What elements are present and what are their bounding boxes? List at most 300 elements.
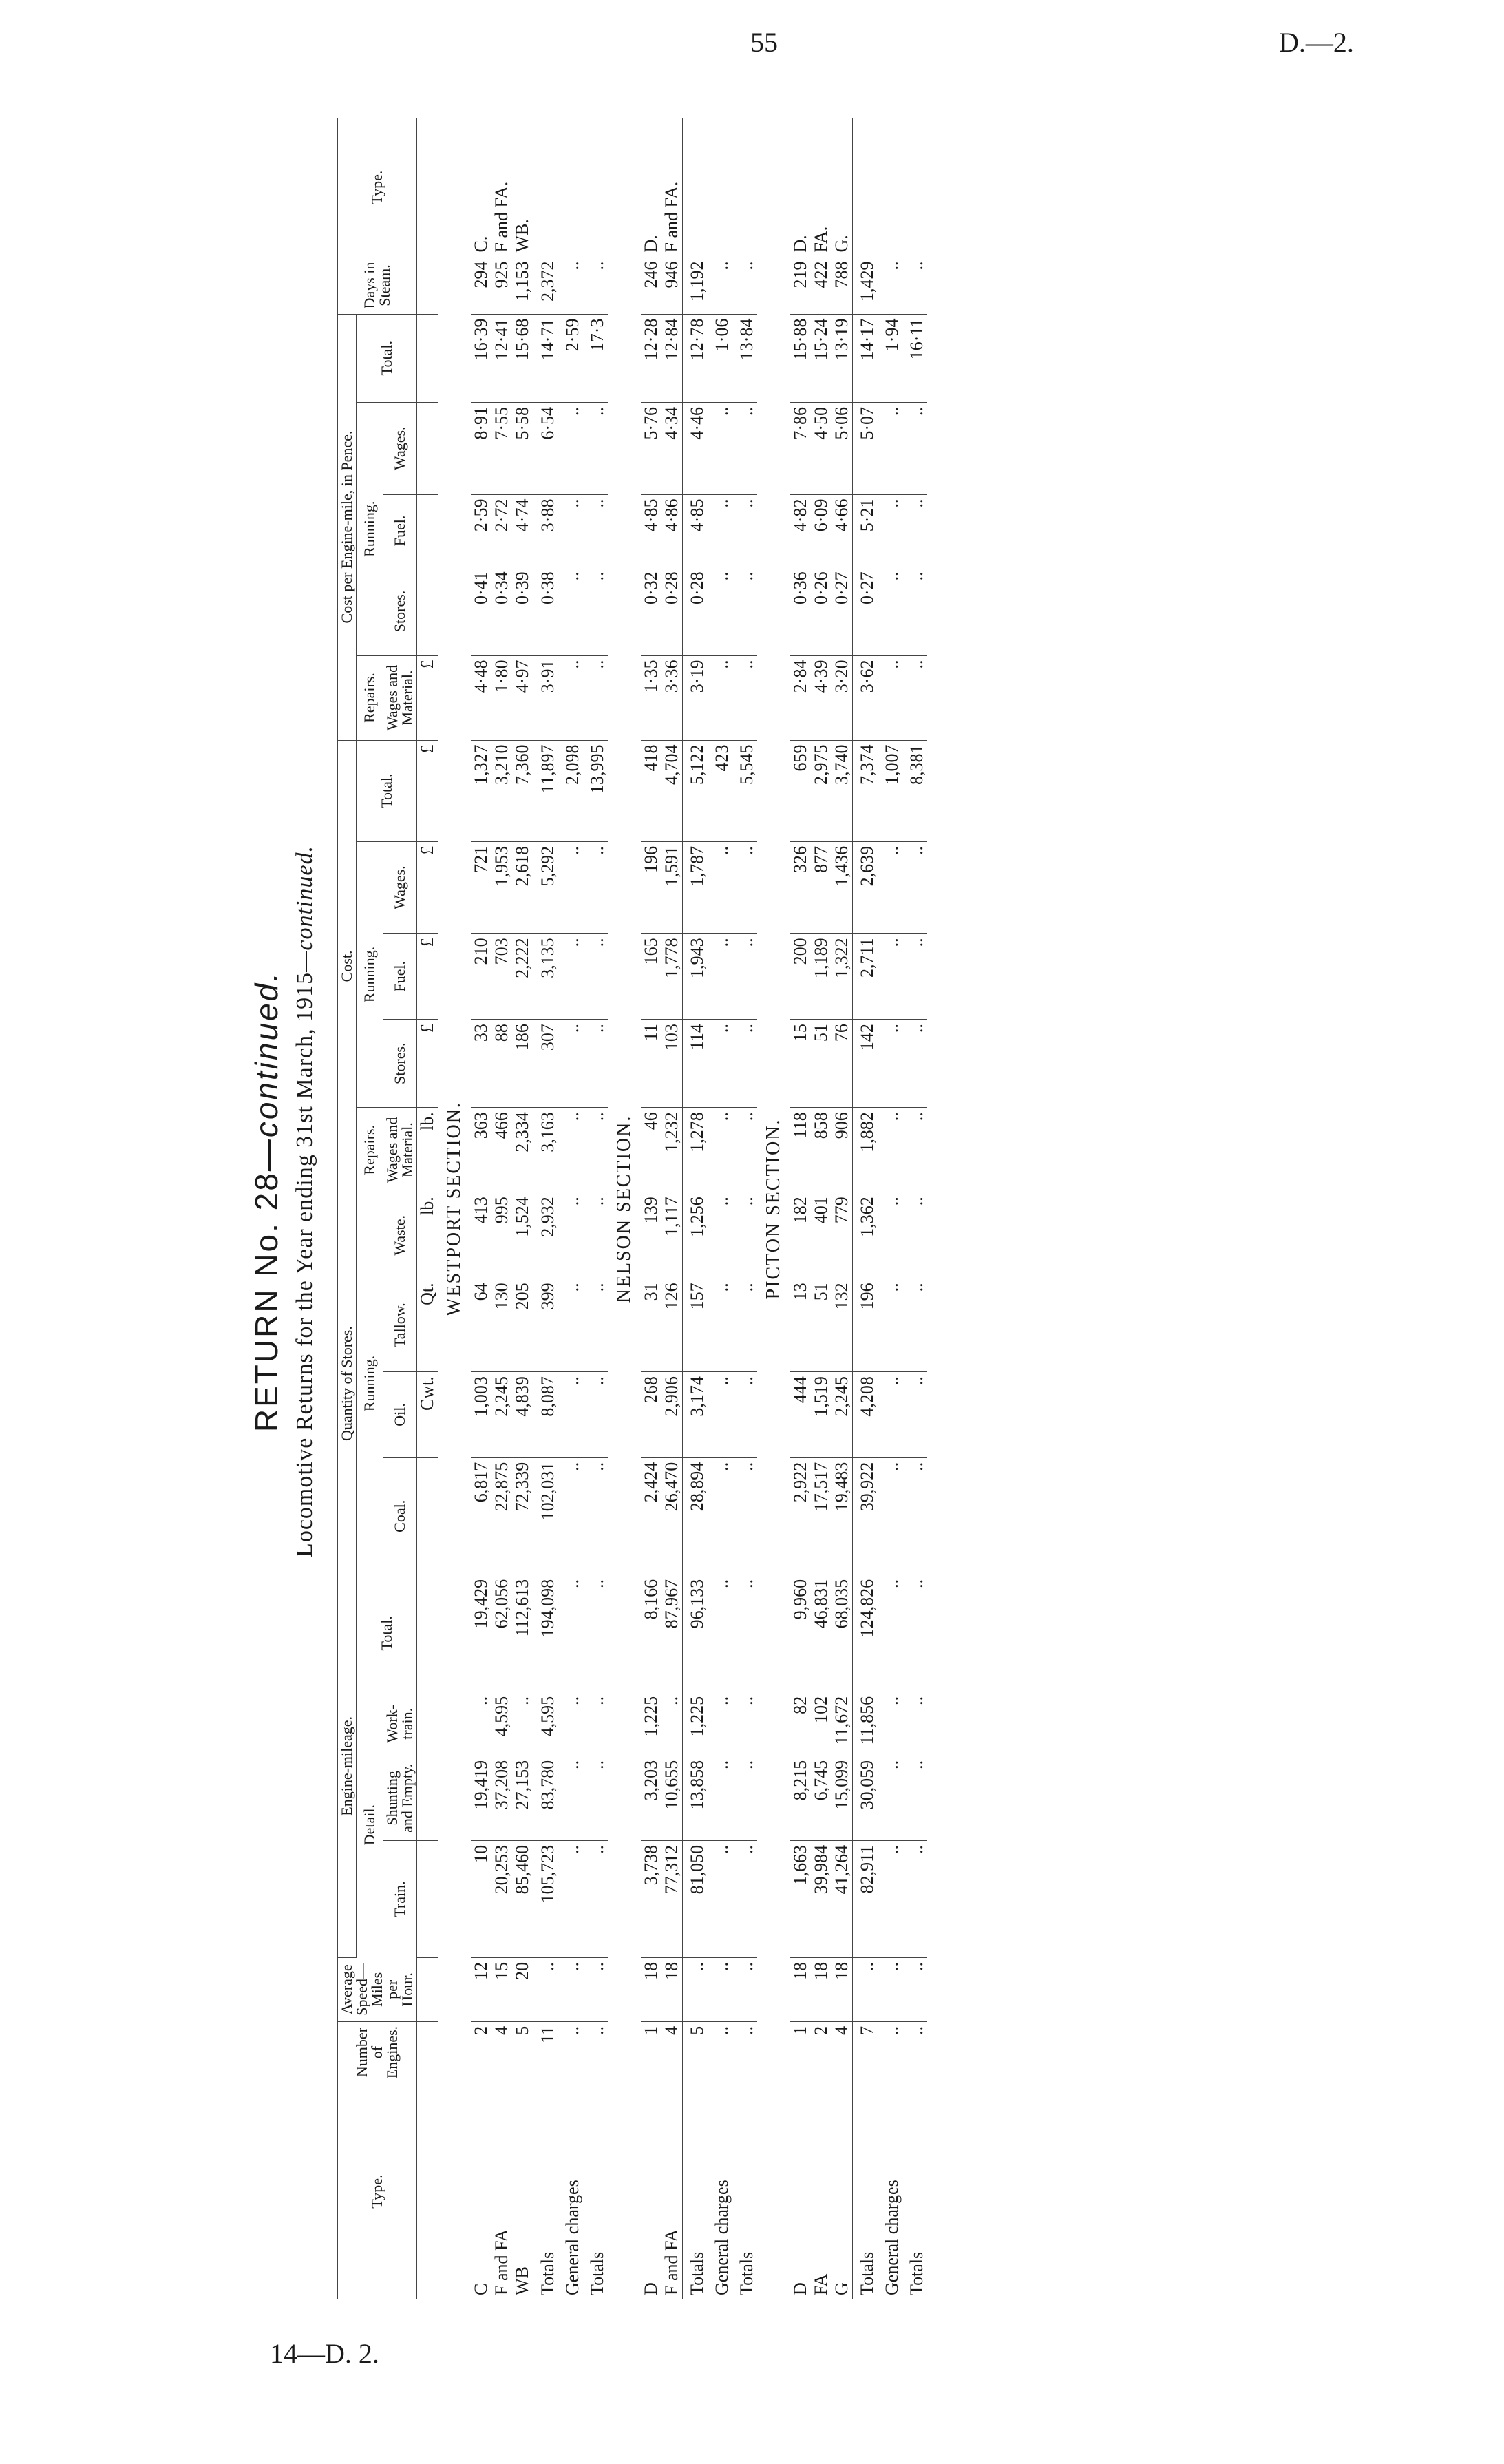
table-cell: ..: [583, 1372, 608, 1458]
table-cell: 11,672: [832, 1692, 853, 1756]
header-cost-per-mile: Cost per Engine-mile, in Pence.: [338, 314, 357, 740]
table-cell: 703: [491, 934, 512, 1020]
totals-row: [708, 103, 732, 2299]
table-cell: 1,192: [683, 257, 708, 314]
table-cell: 18: [641, 1957, 661, 2021]
table-cell: 1,591: [661, 841, 683, 934]
table-cell: 37,208: [491, 1756, 512, 1840]
table-cell: 186: [512, 1020, 533, 1108]
table-cell: 18: [832, 1957, 853, 2021]
unit-cell: £: [417, 841, 438, 934]
table-cell: 11: [641, 1020, 661, 1108]
table-cell: G: [832, 2282, 851, 2295]
table-cell: 326: [790, 841, 811, 934]
table-body: [417, 103, 928, 2299]
table-cell: 1,943: [683, 934, 708, 1020]
table-cell: ..: [902, 1192, 927, 1278]
table-cell: 3·62: [853, 655, 878, 740]
table-cell: ..: [902, 257, 927, 314]
table-cell: 3·36: [661, 655, 683, 740]
header-train: Train.: [383, 1840, 417, 1957]
table-cell: 1,189: [811, 934, 832, 1020]
table-cell: 17·3: [583, 314, 608, 402]
table-cell: 14·71: [533, 314, 559, 402]
table-cell: D.: [641, 118, 661, 257]
unit-cell: Cwt.: [417, 1372, 438, 1458]
table-cell: ..: [878, 841, 902, 934]
table-cell: Totals: [587, 2251, 607, 2295]
table-cell: ..: [583, 567, 608, 655]
table-cell: ..: [558, 934, 583, 1020]
unit-cell: [417, 1957, 438, 2021]
table-cell: 2,906: [661, 1372, 683, 1458]
table-cell: 7·86: [790, 402, 811, 494]
header-cpm-wages: Wages.: [383, 402, 417, 494]
table-cell: ..: [902, 1692, 927, 1756]
table-cell: 0·28: [683, 567, 708, 655]
table-cell: ..: [732, 1278, 757, 1372]
table-cell: 102,031: [533, 1457, 559, 1575]
table-cell: ..: [732, 1372, 757, 1458]
table-cell: ..: [708, 1192, 732, 1278]
unit-cell: [417, 494, 438, 567]
table-cell: ..: [661, 1692, 683, 1756]
table-cell: 413: [471, 1192, 491, 1278]
table-cell: 27,153: [512, 1756, 533, 1840]
table-cell: 1,278: [683, 1108, 708, 1192]
table-cell: ..: [558, 402, 583, 494]
table-cell: ..: [902, 567, 927, 655]
table-cell: 423: [708, 740, 732, 841]
table-cell: 46: [641, 1108, 661, 1192]
table-cell: ..: [708, 934, 732, 1020]
table-cell: ..: [583, 402, 608, 494]
table-cell: 858: [811, 1108, 832, 1192]
table-cell: 4·46: [683, 402, 708, 494]
table-cell: ..: [878, 1278, 902, 1372]
table-cell: ..: [558, 841, 583, 934]
table-cell: 39,984: [811, 1840, 832, 1957]
table-cell: 15: [790, 1020, 811, 1108]
table-cell: ..: [558, 1108, 583, 1192]
table-cell: 444: [790, 1372, 811, 1458]
table-cell: 4·85: [641, 494, 661, 567]
unit-cell: Qt.: [417, 1278, 438, 1372]
table-cell: 139: [641, 1192, 661, 1278]
table-cell: 5: [512, 2021, 533, 2083]
table-cell: ..: [583, 934, 608, 1020]
table-cell: 1,519: [811, 1372, 832, 1458]
table-cell: [558, 118, 583, 257]
header-type-right: Type.: [338, 118, 417, 257]
table-cell: 1·35: [641, 655, 661, 740]
table-cell: ..: [708, 1457, 732, 1575]
table-cell: ..: [732, 841, 757, 934]
table-cell: 19,429: [471, 1575, 491, 1692]
table-cell: 13: [790, 1278, 811, 1372]
table-cell: ..: [558, 1840, 583, 1957]
header-days-steam: Days in Steam.: [338, 257, 417, 314]
table-cell: 118: [790, 1108, 811, 1192]
table-cell: 2,932: [533, 1192, 559, 1278]
unit-cell: £: [417, 1020, 438, 1108]
table-cell: 1·06: [708, 314, 732, 402]
table-cell: 1,429: [853, 257, 878, 314]
table-cell: 1,787: [683, 841, 708, 934]
table-cell: ..: [708, 567, 732, 655]
table-cell: 1: [641, 2021, 661, 2083]
table-cell: 2,424: [641, 1457, 661, 1575]
table-cell: ..: [878, 1020, 902, 1108]
table-row: [491, 103, 512, 2299]
table-cell: 15·68: [512, 314, 533, 402]
table-cell: ..: [708, 1108, 732, 1192]
table-cell: 8,215: [790, 1756, 811, 1840]
unit-cell: lb.: [417, 1192, 438, 1278]
totals-row: [902, 103, 927, 2299]
table-cell: ..: [732, 257, 757, 314]
table-cell: 6·09: [811, 494, 832, 567]
table-cell: 1,225: [683, 1692, 708, 1756]
table-row: [512, 103, 533, 2299]
table-cell: 132: [832, 1278, 853, 1372]
table-cell: 124,826: [853, 1575, 878, 1692]
table-cell: 8,087: [533, 1372, 559, 1458]
table-cell: ..: [583, 1020, 608, 1108]
table-cell: ..: [902, 1957, 927, 2021]
table-cell: 3·20: [832, 655, 853, 740]
table-cell: 210: [471, 934, 491, 1020]
table-cell: 2,372: [533, 257, 559, 314]
table-cell: ..: [558, 1372, 583, 1458]
table-cell: ..: [583, 494, 608, 567]
return-title: [248, 103, 285, 2299]
table-cell: Totals: [853, 2083, 878, 2299]
header-waste: Waste.: [383, 1192, 417, 1278]
table-cell: 4·86: [661, 494, 683, 567]
table-cell: ..: [732, 934, 757, 1020]
table-cell: 15,099: [832, 1756, 853, 1840]
table-cell: 1,117: [661, 1192, 683, 1278]
table-cell: 4,839: [512, 1372, 533, 1458]
table-cell: 1,778: [661, 934, 683, 1020]
table-cell: 5·21: [853, 494, 878, 567]
table-cell: ..: [558, 257, 583, 314]
table-row: [471, 103, 491, 2299]
unit-cell: lb.: [417, 1108, 438, 1192]
table-cell: ..: [902, 1840, 927, 1957]
unit-cell: £: [417, 655, 438, 740]
table-cell: [878, 118, 902, 257]
table-cell: C: [471, 2283, 491, 2295]
table-cell: ..: [683, 1957, 708, 2021]
table-cell: ..: [558, 494, 583, 567]
table-cell: 7·55: [491, 402, 512, 494]
table-cell: ..: [902, 2021, 927, 2083]
table-cell: ..: [708, 402, 732, 494]
table-cell: 2: [471, 2021, 491, 2083]
table-cell: WB.: [512, 118, 533, 257]
table-cell: 165: [641, 934, 661, 1020]
table-cell: ..: [902, 1457, 927, 1575]
table-cell: 4: [832, 2021, 853, 2083]
table-cell: 788: [832, 257, 853, 314]
table-cell: ..: [732, 1840, 757, 1957]
table-cell: 6·54: [533, 402, 559, 494]
table-cell: 4·85: [683, 494, 708, 567]
table-cell: 906: [832, 1108, 853, 1192]
table-cell: 157: [683, 1278, 708, 1372]
table-cell: ..: [853, 1957, 878, 2021]
table-cell: 62,056: [491, 1575, 512, 1692]
table-cell: D.: [790, 118, 811, 257]
table-cell: ..: [878, 1840, 902, 1957]
unit-cell: £: [417, 740, 438, 841]
table-cell: ..: [558, 1020, 583, 1108]
table-cell: [583, 118, 608, 257]
table-cell: 19,419: [471, 1756, 491, 1840]
table-cell: 2,245: [832, 1372, 853, 1458]
table-cell: 2,922: [790, 1457, 811, 1575]
unit-cell: £: [417, 934, 438, 1020]
header-cost-stores: Stores.: [383, 1020, 417, 1108]
table-cell: 4·97: [512, 655, 533, 740]
table-cell: ..: [558, 1692, 583, 1756]
table-cell: 1,007: [878, 740, 902, 841]
table-row: [832, 103, 853, 2299]
totals-row: [683, 103, 708, 2299]
table-cell: 0·27: [853, 567, 878, 655]
table-cell: 4,595: [491, 1692, 512, 1756]
table-cell: 13·84: [732, 314, 757, 402]
table-cell: 8,166: [641, 1575, 661, 1692]
table-cell: 13,995: [583, 740, 608, 841]
table-cell: 10: [471, 1840, 491, 1957]
table-cell: D: [641, 2282, 661, 2295]
page-reference: D.—2.: [1279, 27, 1354, 58]
table-cell: 0·39: [512, 567, 533, 655]
table-cell: 0·28: [661, 567, 683, 655]
table-cell: 22,875: [491, 1457, 512, 1575]
unit-cell: [417, 1457, 438, 1575]
table-cell: 12·78: [683, 314, 708, 402]
header-cost-repairs: Repairs.: [357, 1108, 383, 1192]
table-cell: 5·76: [641, 402, 661, 494]
header-cpm-repairs: Repairs.: [357, 655, 383, 740]
table-cell: ..: [558, 1756, 583, 1840]
table-cell: 659: [790, 740, 811, 841]
unit-cell: [417, 2083, 438, 2299]
table-cell: ..: [533, 1957, 559, 2021]
table-cell: 102: [811, 1692, 832, 1756]
table-cell: 4·34: [661, 402, 683, 494]
unit-cell: [417, 2021, 438, 2083]
table-cell: ..: [878, 402, 902, 494]
table-cell: 1,524: [512, 1192, 533, 1278]
table-cell: FA.: [811, 118, 832, 257]
table-cell: 205: [512, 1278, 533, 1372]
table-cell: 4·66: [832, 494, 853, 567]
table-cell: ..: [878, 1457, 902, 1575]
unit-cell: [417, 257, 438, 314]
table-cell: ..: [902, 841, 927, 934]
table-cell: 82,911: [853, 1840, 878, 1957]
table-cell: 13·19: [832, 314, 853, 402]
table-cell: ..: [732, 402, 757, 494]
table-cell: ..: [732, 494, 757, 567]
table-cell: ..: [878, 1756, 902, 1840]
table-cell: 3,135: [533, 934, 559, 1020]
table-cell: 200: [790, 934, 811, 1020]
table-cell: 103: [661, 1020, 683, 1108]
table-cell: ..: [558, 1575, 583, 1692]
table-cell: ..: [558, 2021, 583, 2083]
table-row: [790, 103, 811, 2299]
table-cell: 3·91: [533, 655, 559, 740]
table-cell: General charges: [712, 2180, 732, 2295]
header-avg-speed: Average Speed—Miles per Hour.: [338, 1957, 417, 2021]
table-cell: 1,882: [853, 1108, 878, 1192]
table-cell: ..: [583, 2021, 608, 2083]
table-cell: 418: [641, 740, 661, 841]
table-cell: 2,711: [853, 934, 878, 1020]
table-cell: 18: [661, 1957, 683, 2021]
table-cell: 1,953: [491, 841, 512, 934]
table-cell: 18: [790, 1957, 811, 2021]
table-cell: 2,975: [811, 740, 832, 841]
table-cell: 3,738: [641, 1840, 661, 1957]
table-cell: ..: [583, 841, 608, 934]
header-quantity-stores: Quantity of Stores.: [338, 1192, 357, 1575]
units-row: [417, 103, 438, 2299]
table-cell: ..: [708, 494, 732, 567]
table-cell: ..: [732, 2021, 757, 2083]
table-cell: 39,922: [853, 1457, 878, 1575]
header-shunting: Shunting and Empty.: [383, 1756, 417, 1840]
table-cell: 1·94: [878, 314, 902, 402]
table-cell: ..: [583, 1756, 608, 1840]
table-cell: 4,704: [661, 740, 683, 841]
table-cell: 2·72: [491, 494, 512, 567]
header-stores-running: Running.: [357, 1192, 383, 1575]
table-cell: [732, 118, 757, 257]
table-cell: [533, 118, 559, 257]
table-cell: ..: [878, 1372, 902, 1458]
table-cell: 77,312: [661, 1840, 683, 1957]
table-cell: 72,339: [512, 1457, 533, 1575]
table-cell: ..: [708, 257, 732, 314]
header-cpm-stores: Stores.: [383, 567, 417, 655]
table-cell: 68,035: [832, 1575, 853, 1692]
header-work-train: Work-train.: [383, 1692, 417, 1756]
header-oil: Oil.: [383, 1372, 417, 1458]
table-cell: 1,225: [641, 1692, 661, 1756]
table-cell: 11: [533, 2021, 559, 2083]
table-cell: ..: [583, 1457, 608, 1575]
table-cell: 2·59: [558, 314, 583, 402]
header-type: Type.: [338, 2083, 417, 2299]
table-cell: 5,545: [732, 740, 757, 841]
table-cell: 3,203: [641, 1756, 661, 1840]
table-cell: 51: [811, 1278, 832, 1372]
rotated-return-table: [248, 103, 1349, 2299]
table-cell: ..: [583, 1575, 608, 1692]
table-cell: 4·48: [471, 655, 491, 740]
table-cell: 0·34: [491, 567, 512, 655]
table-cell: ..: [732, 655, 757, 740]
table-cell: ..: [732, 1957, 757, 2021]
table-cell: 307: [533, 1020, 559, 1108]
table-cell: ..: [583, 1692, 608, 1756]
table-cell: ..: [558, 567, 583, 655]
table-cell: 82: [790, 1692, 811, 1756]
header-cpm-fuel: Fuel.: [383, 494, 417, 567]
table-cell: 5·06: [832, 402, 853, 494]
table-cell: 4·39: [811, 655, 832, 740]
table-cell: 12: [471, 1957, 491, 2021]
table-cell: F and FA: [491, 2229, 511, 2295]
table-cell: 126: [661, 1278, 683, 1372]
table-cell: 14·17: [853, 314, 878, 402]
table-cell: 4: [491, 2021, 512, 2083]
table-cell: ..: [732, 1192, 757, 1278]
table-cell: Totals: [737, 2251, 756, 2295]
table-cell: 76: [832, 1020, 853, 1108]
table-cell: 87,967: [661, 1575, 683, 1692]
table-cell: WB: [512, 2266, 532, 2295]
table-cell: 5·58: [512, 402, 533, 494]
table-cell: 3·88: [533, 494, 559, 567]
table-cell: 1,663: [790, 1840, 811, 1957]
table-cell: 196: [853, 1278, 878, 1372]
table-cell: 6,745: [811, 1756, 832, 1840]
table-cell: ..: [878, 567, 902, 655]
table-cell: 0·27: [832, 567, 853, 655]
table-cell: [683, 118, 708, 257]
table-cell: ..: [708, 1372, 732, 1458]
table-cell: 13,858: [683, 1756, 708, 1840]
table-cell: 5,122: [683, 740, 708, 841]
table-cell: 2,245: [491, 1372, 512, 1458]
table-cell: 219: [790, 257, 811, 314]
table-cell: 114: [683, 1020, 708, 1108]
table-cell: 1,322: [832, 934, 853, 1020]
header-cpm-wages-material: Wages and Material.: [383, 655, 417, 740]
header-cost: Cost.: [338, 740, 357, 1192]
table-cell: 4·74: [512, 494, 533, 567]
table-cell: 294: [471, 257, 491, 314]
table-cell: ..: [512, 1692, 533, 1756]
subtitle-suffix: —continued.: [292, 845, 317, 972]
table-cell: 2,618: [512, 841, 533, 934]
table-cell: 0·32: [641, 567, 661, 655]
table-row: [641, 103, 661, 2299]
table-cell: 15: [491, 1957, 512, 2021]
table-cell: 15·88: [790, 314, 811, 402]
table-cell: 363: [471, 1108, 491, 1192]
table-cell: 26,470: [661, 1457, 683, 1575]
section-heading: NELSON SECTION.: [613, 1115, 635, 1303]
unit-cell: [417, 1575, 438, 1692]
table-cell: 925: [491, 257, 512, 314]
table-cell: ..: [878, 2021, 902, 2083]
table-cell: 5,292: [533, 841, 559, 934]
section-heading: WESTPORT SECTION.: [443, 1102, 465, 1316]
table-cell: ..: [708, 1840, 732, 1957]
table-cell: 946: [661, 257, 683, 314]
table-cell: ..: [558, 655, 583, 740]
header-coal: Coal.: [383, 1457, 417, 1575]
